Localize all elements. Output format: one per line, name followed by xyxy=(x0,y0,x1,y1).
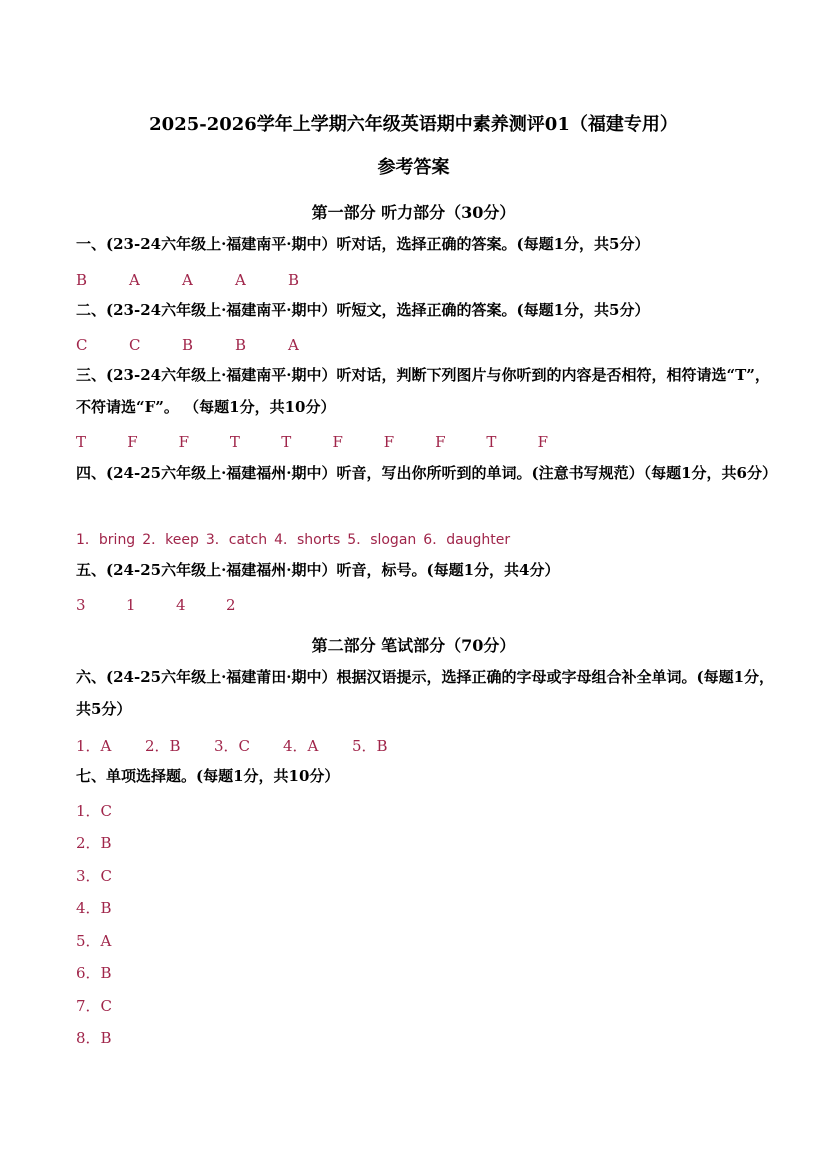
answer-item: F xyxy=(332,433,343,451)
answer-item: T xyxy=(76,433,87,451)
answer-item: 2 xyxy=(226,596,236,614)
answer-item: 4．A xyxy=(283,737,319,755)
answer-item: 3．catch xyxy=(205,532,268,548)
answer-item: 6．daughter xyxy=(423,532,511,548)
section-6-question: 六、(24-25六年级上·福建莆田·期中）根据汉语提示，选择正确的字母或字母组合补全单词。(每题1分，共5分） xyxy=(76,668,775,718)
section-3-question: 三、(23-24六年级上·福建南平·期中）听对话，判断下列图片与你听到的内容是否相符，相符请选“T”，不符请选“F”。 （每题1分，共10分） xyxy=(76,366,770,416)
section-7-answer-6: 6．B xyxy=(76,964,112,982)
part1-heading: 第一部分 听力部分（30分） xyxy=(311,203,516,222)
section-3-answers xyxy=(76,432,589,452)
section-2-answers xyxy=(76,335,341,355)
answer-item: C xyxy=(76,336,88,354)
answer-item: A xyxy=(288,336,299,354)
answer-item: A xyxy=(182,271,193,289)
section-1-question: 一、(23-24六年级上·福建南平·期中）听对话，选择正确的答案。(每题1分，共5分） xyxy=(76,235,650,253)
document-subtitle: 参考答案 xyxy=(377,157,450,178)
section-7-answer-5: 5．A xyxy=(76,932,112,950)
section-4-question: 四、(24-25六年级上·福建福州·期中）听音，写出你所听到的单词。(注意书写规范）（每题1分，共6分） xyxy=(76,464,777,482)
answer-item: B xyxy=(182,336,194,354)
section-7-answer-2: 2．B xyxy=(76,834,112,852)
answer-item: 3．C xyxy=(214,737,251,755)
answer-item: 1．bring xyxy=(76,532,136,548)
answer-item: F xyxy=(178,433,190,451)
answer-item: 2．keep xyxy=(142,532,199,548)
answer-item: F xyxy=(127,433,138,451)
answer-item: B xyxy=(76,271,88,289)
answer-item: 1 xyxy=(126,596,136,614)
answer-item: 4 xyxy=(176,596,186,614)
section-7-question: 七、单项选择题。(每题1分，共10分） xyxy=(76,767,340,785)
answer-item: T xyxy=(486,433,497,451)
section-7-answer-3: 3．C xyxy=(76,867,113,885)
answer-item: B xyxy=(235,336,247,354)
answer-item: 2．B xyxy=(145,737,181,755)
document-title: 2025-2026学年上学期六年级英语期中素养测评01（福建专用） xyxy=(149,114,678,135)
answer-item: 1．A xyxy=(76,737,112,755)
answer-item: F xyxy=(435,433,446,451)
answer-item: 3 xyxy=(76,596,86,614)
answer-item: A xyxy=(235,271,246,289)
section-2-question: 二、(23-24六年级上·福建南平·期中）听短文，选择正确的答案。(每题1分，共5分） xyxy=(76,301,650,319)
section-4-answers xyxy=(76,530,517,550)
answer-item: F xyxy=(383,433,395,451)
answer-item: A xyxy=(129,271,140,289)
section-5-question: 五、(24-25六年级上·福建福州·期中）听音，标号。(每题1分，共4分） xyxy=(76,561,560,579)
answer-item: B xyxy=(288,271,300,289)
answer-item: 5．B xyxy=(352,737,388,755)
part2-heading: 第二部分 笔试部分（70分） xyxy=(311,636,516,655)
answer-item: C xyxy=(129,336,141,354)
section-7-answer-4: 4．B xyxy=(76,899,112,917)
section-5-answers xyxy=(76,595,276,615)
section-7-answer-1: 1．C xyxy=(76,802,113,820)
answer-item: F xyxy=(537,433,549,451)
section-7-answer-7: 7．C xyxy=(76,997,113,1015)
answer-item: 4．shorts xyxy=(274,532,341,548)
answer-item: T xyxy=(281,433,292,451)
section-7-answer-8: 8．B xyxy=(76,1029,112,1047)
answer-item: 5．slogan xyxy=(347,532,417,548)
answer-item: T xyxy=(229,433,240,451)
section-6-answers xyxy=(76,736,388,756)
section-1-answers xyxy=(76,270,341,290)
